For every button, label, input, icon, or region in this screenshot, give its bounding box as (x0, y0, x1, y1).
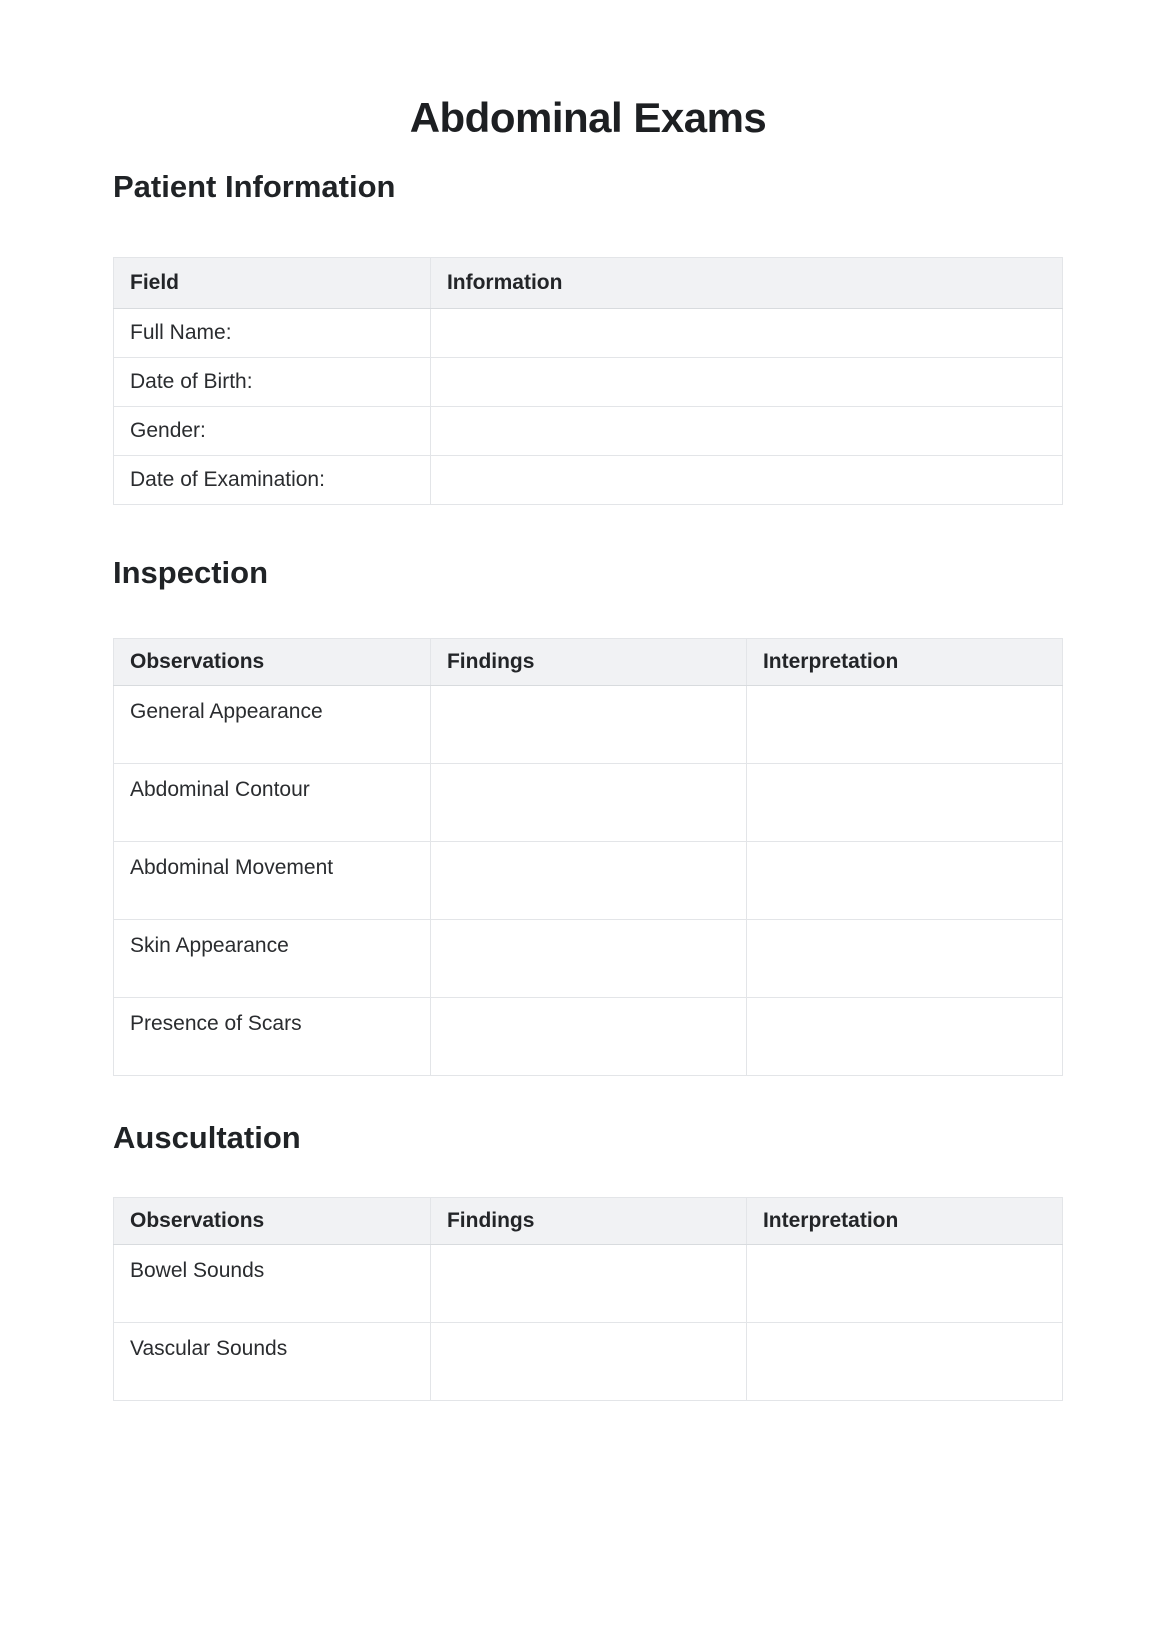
auscultation-table-wrap (113, 1197, 1063, 1401)
field-label-gender: Gender: (114, 407, 431, 456)
observation-label-bowel-sounds: Bowel Sounds (114, 1245, 431, 1323)
observation-label-general-appearance: General Appearance (114, 685, 431, 763)
column-header-interpretation: Interpretation (746, 1198, 1062, 1245)
gender-input-cell[interactable] (430, 407, 1062, 456)
section-heading-auscultation: Auscultation (113, 1119, 301, 1155)
table-header-row (114, 638, 1063, 685)
table-row (114, 1323, 1063, 1401)
table-row (114, 685, 1063, 763)
findings-input-cell[interactable] (430, 685, 746, 763)
auscultation-table (113, 1197, 1063, 1401)
findings-input-cell[interactable] (430, 1245, 746, 1323)
table-header-row (114, 258, 1063, 309)
document-content (0, 93, 1176, 1401)
interpretation-input-cell[interactable] (746, 919, 1062, 997)
column-header-field: Field (114, 258, 431, 309)
table-row (114, 456, 1063, 505)
findings-input-cell[interactable] (430, 763, 746, 841)
column-header-observations: Observations (114, 1198, 431, 1245)
table-row (114, 358, 1063, 407)
column-header-observations: Observations (114, 638, 431, 685)
patient-information-table-wrap (113, 257, 1063, 505)
column-header-findings: Findings (430, 638, 746, 685)
column-header-interpretation: Interpretation (746, 638, 1062, 685)
patient-information-table (113, 257, 1063, 505)
interpretation-input-cell[interactable] (746, 997, 1062, 1075)
table-row (114, 841, 1063, 919)
interpretation-input-cell[interactable] (746, 1323, 1062, 1401)
table-row (114, 407, 1063, 456)
findings-input-cell[interactable] (430, 919, 746, 997)
table-row (114, 763, 1063, 841)
field-label-full-name: Full Name: (114, 309, 431, 358)
findings-input-cell[interactable] (430, 841, 746, 919)
date-of-birth-input-cell[interactable] (430, 358, 1062, 407)
observation-label-presence-of-scars: Presence of Scars (114, 997, 431, 1075)
findings-input-cell[interactable] (430, 997, 746, 1075)
observation-label-abdominal-movement: Abdominal Movement (114, 841, 431, 919)
page-title: Abdominal Exams (409, 94, 767, 141)
column-header-findings: Findings (430, 1198, 746, 1245)
field-label-date-of-birth: Date of Birth: (114, 358, 431, 407)
inspection-table (113, 638, 1063, 1076)
observation-label-abdominal-contour: Abdominal Contour (114, 763, 431, 841)
inspection-table-wrap (113, 638, 1063, 1076)
section-heading-patient-information: Patient Information (113, 169, 396, 205)
observation-label-skin-appearance: Skin Appearance (114, 919, 431, 997)
field-label-date-of-examination: Date of Examination: (114, 456, 431, 505)
findings-input-cell[interactable] (430, 1323, 746, 1401)
interpretation-input-cell[interactable] (746, 685, 1062, 763)
table-row (114, 997, 1063, 1075)
column-header-information: Information (430, 258, 1062, 309)
table-header-row (114, 1198, 1063, 1245)
interpretation-input-cell[interactable] (746, 1245, 1062, 1323)
observation-label-vascular-sounds: Vascular Sounds (114, 1323, 431, 1401)
interpretation-input-cell[interactable] (746, 841, 1062, 919)
full-name-input-cell[interactable] (430, 309, 1062, 358)
section-heading-inspection: Inspection (113, 555, 269, 591)
table-row (114, 919, 1063, 997)
date-of-examination-input-cell[interactable] (430, 456, 1062, 505)
interpretation-input-cell[interactable] (746, 763, 1062, 841)
table-row (114, 309, 1063, 358)
table-row (114, 1245, 1063, 1323)
